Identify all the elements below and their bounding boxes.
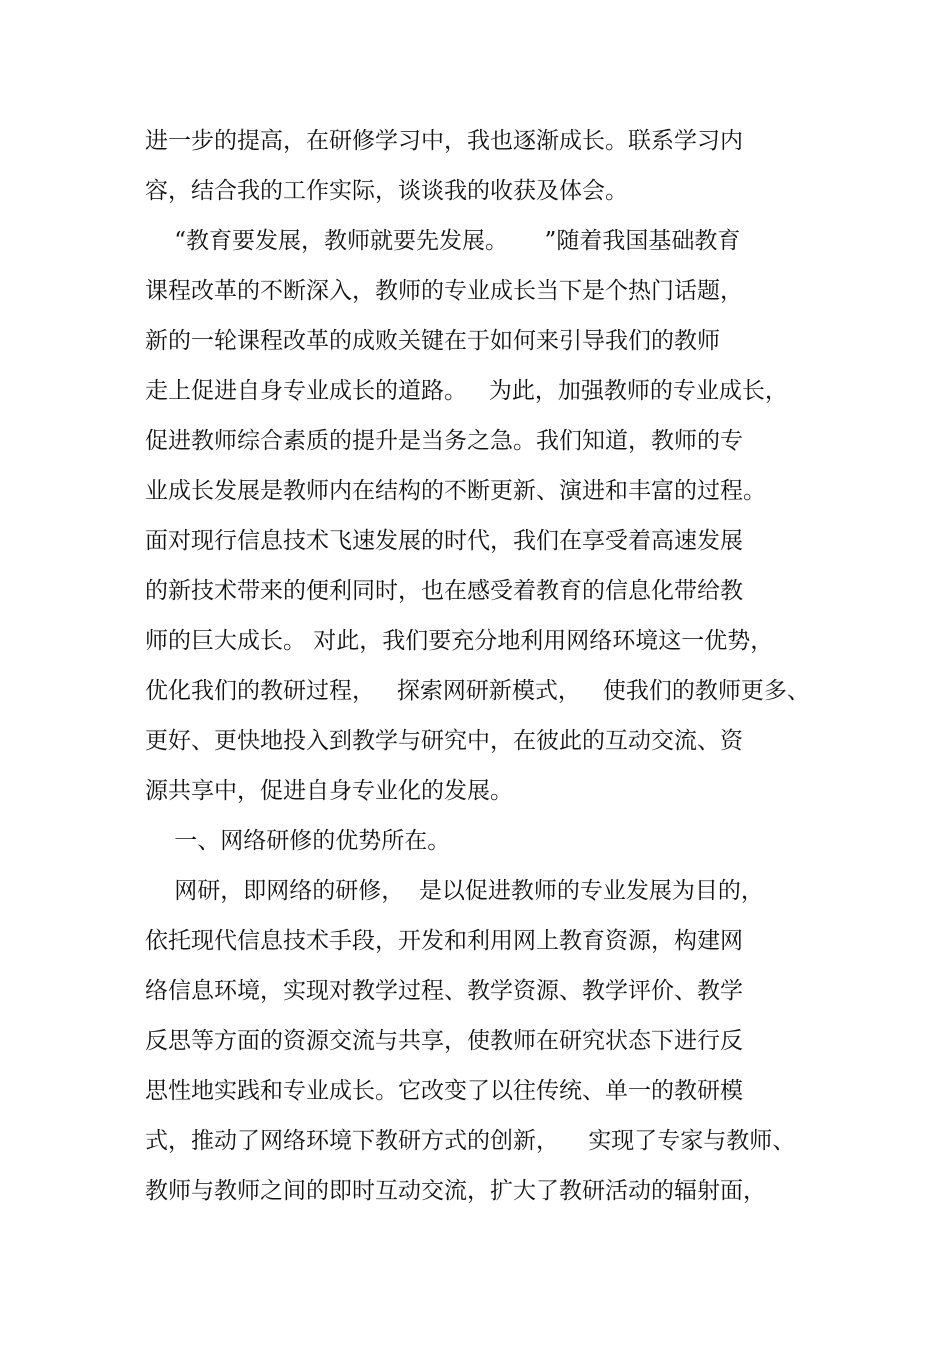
text-line: 走上促进自身专业成长的道路。 为此，加强教师的专业成长， xyxy=(145,378,788,404)
text-line: 更好、更快地投入到教学与研究中，在彼此的互动交流、资 xyxy=(145,728,743,754)
text-line: 师的巨大成长。 对此，我们要充分地利用网络环境这一优势， xyxy=(145,628,774,654)
text-line: 教师与教师之间的即时互动交流，扩大了教研活动的辐射面， xyxy=(145,1178,766,1204)
text-line: 源共享中，促进自身专业化的发展。 xyxy=(145,778,513,804)
text-line: 容，结合我的工作实际，谈谈我的收获及体会。 xyxy=(145,178,628,204)
text-line: 面对现行信息技术飞速发展的时代，我们在享受着高速发展 xyxy=(145,528,743,554)
text-line: 促进教师综合素质的提升是当务之急。我们知道，教师的专 xyxy=(145,428,743,454)
text-line: 式，推动了网络环境下教研方式的创新， 实现了专家与教师、 xyxy=(145,1128,796,1154)
text-line: 思性地实践和专业成长。它改变了以往传统、单一的教研模 xyxy=(145,1078,743,1104)
text-line: 业成长发展是教师内在结构的不断更新、演进和丰富的过程。 xyxy=(145,478,766,504)
text-line: 新的一轮课程改革的成败关键在于如何来引导我们的教师 xyxy=(145,328,720,354)
text-line: “教育要发展，教师就要先发展。 ”随着我国基础教育 xyxy=(145,228,741,254)
section-heading: 一、网络研修的优势所在。 xyxy=(145,828,451,854)
text-line: 络信息环境，实现对教学过程、教学资源、教学评价、教学 xyxy=(145,978,743,1004)
text-line: 进一步的提高，在研修学习中，我也逐渐成长。联系学习内 xyxy=(145,128,743,154)
text-line: 网研，即网络的研修， 是以促进教师的专业发展为目的， xyxy=(145,878,764,904)
text-line: 反思等方面的资源交流与共享，使教师在研究状态下进行反 xyxy=(145,1028,743,1054)
text-line: 优化我们的教研过程， 探索网研新模式， 使我们的教师更多、 xyxy=(145,678,810,704)
text-line: 的新技术带来的便利同时，也在感受着教育的信息化带给教 xyxy=(145,578,743,604)
text-line: 课程改革的不断深入，教师的专业成长当下是个热门话题， xyxy=(145,278,743,304)
text-line: 依托现代信息技术手段，开发和利用网上教育资源，构建网 xyxy=(145,928,743,954)
